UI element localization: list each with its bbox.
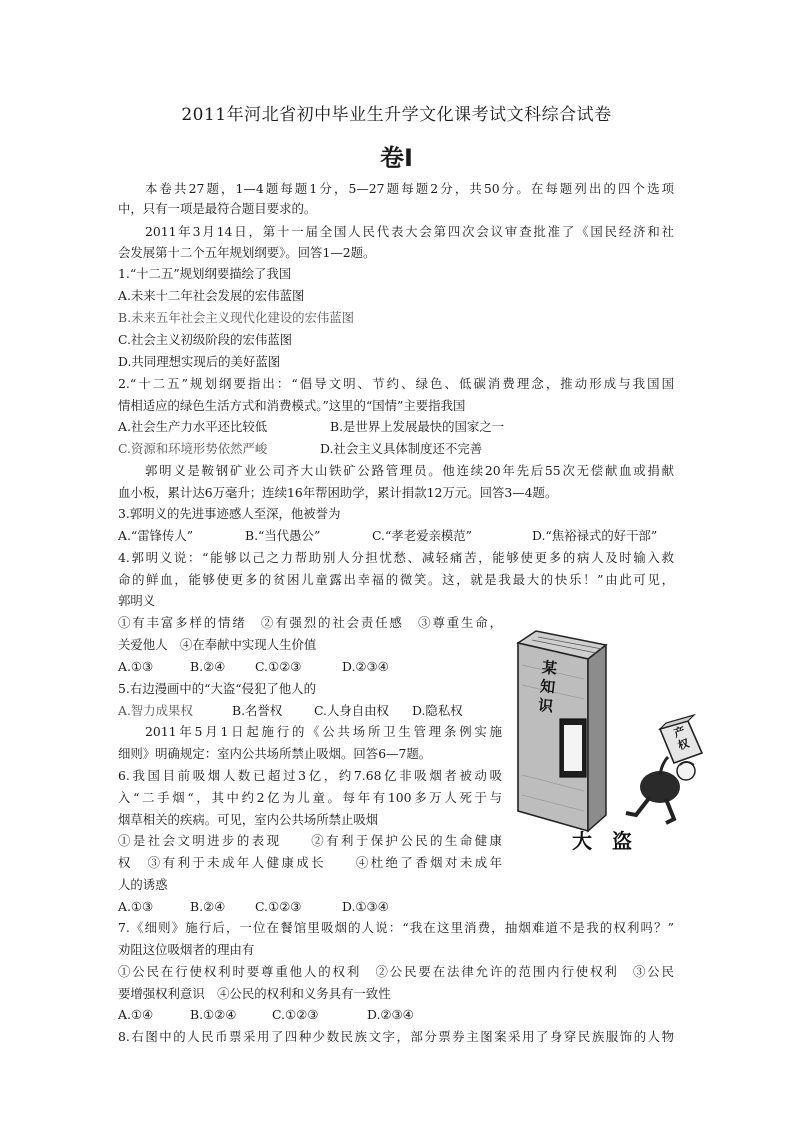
passage2-line-1: 郭明义是鞍钢矿业公司齐大山铁矿公路管理员。他连续20年先后55次无偿献血或捐献 xyxy=(145,463,674,478)
q2-option-d: D.社会主义具体制度还不完善 xyxy=(320,441,483,456)
q7-items-line-2: 要增强权利意识 ④公民的权利和义务具有一致性 xyxy=(118,986,391,1001)
cartoon-illustration xyxy=(510,625,706,865)
cartoon-caption: 大 盗 xyxy=(572,829,632,853)
q2-option-b: B.是世界上发展最快的国家之一 xyxy=(330,419,505,434)
section-heading: 卷Ⅰ xyxy=(380,144,413,172)
passage1-line-1: 2011年3月14日，第十一届全国人民代表大会第四次会议审查批准了《国民经济和社 xyxy=(145,224,674,239)
q2-stem-line-1: 2.“十二五”规划纲要指出：“倡导文明、节约、绿色、低碳消费理念，推动形成与我国国 xyxy=(118,376,674,391)
q7-option-b: B.①②④ xyxy=(190,1007,237,1022)
q4-items-line-2: 关爱他人 ④在奉献中实现人生价值 xyxy=(118,637,317,652)
q5-stem: 5.右边漫画中的“大盗“侵犯了他人的 xyxy=(118,681,316,696)
q8-stem: 8.右图中的人民币票采用了四种少数民族文字，部分票券主图案采用了身穿民族服饰的人物 xyxy=(118,1029,674,1044)
q1-option-b: B.未来五年社会主义现代化建设的宏伟蓝图 xyxy=(118,310,355,325)
q5-option-d: D.隐私权 xyxy=(412,703,463,718)
q5-option-a: A.智力成果权 xyxy=(118,703,193,718)
q7-stem-line-2: 劝阻这位吸烟者的理由有 xyxy=(118,942,255,957)
q6-option-d: D.①③④ xyxy=(342,899,389,914)
q4-option-b: B.②④ xyxy=(190,659,226,674)
q4-stem-line-1: 4.郭明义说：“能够以己之力帮助别人分担忧愁、减轻痛苦，能够使更多的病人及时输入救 xyxy=(118,550,674,565)
q3-option-b: B.“当代愚公” xyxy=(245,528,321,543)
q4-option-a: A.①③ xyxy=(118,659,154,674)
q3-option-d: D.“焦裕禄式的好干部” xyxy=(532,528,658,543)
q2-option-c: C.资源和环境形势依然严峻 xyxy=(118,441,268,456)
passage3-line-2: 细则》明确规定：室内公共场所禁止吸烟。回答6—7题。 xyxy=(118,746,432,761)
q6-stem-line-2: 入“二手烟“，其中约2亿为儿童。每年有100多万人死于与 xyxy=(118,790,502,805)
q6-items-line-1: ①是社会文明进步的表现 ②有利于保护公民的生命健康 xyxy=(118,833,502,848)
passage1-line-2: 会发展第十二个五年规划纲要》。回答1—2题。 xyxy=(118,245,376,260)
intro-line-1: 本卷共27题，1—4题每题1分，5—27题每题2分，共50分。在每题列出的四个选项 xyxy=(145,181,674,196)
q7-option-d: D.②③④ xyxy=(367,1007,414,1022)
q7-items-line-1: ①公民在行使权利时要尊重他人的权利 ②公民要在法律允许的范围内行使权利 ③公民 xyxy=(118,964,674,979)
intro-line-2: 中，只有一项是最符合题目要求的。 xyxy=(118,201,317,216)
exam-title: 2011年河北省初中毕业生升学文化课考试文科综合试卷 xyxy=(181,105,612,125)
q4-option-c: C.①②③ xyxy=(255,659,302,674)
q7-option-a: A.①④ xyxy=(118,1007,154,1022)
stolen-block-label: 产权 xyxy=(672,724,691,753)
q2-option-a: A.社会生产力水平还比较低 xyxy=(118,419,268,434)
q4-stem-line-2: 命的鲜血，能够使更多的贫困儿童露出幸福的微笑。这，就是我最大的快乐！”由此可见， xyxy=(118,572,674,587)
q1-option-c: C.社会主义初级阶段的宏伟蓝图 xyxy=(118,332,293,347)
q1-option-a: A.未来十二年社会发展的宏伟蓝图 xyxy=(118,288,305,303)
q5-option-c: C.人身自由权 xyxy=(314,703,389,718)
q6-stem-line-3: 烟草相关的疾病。可见，室内公共场所禁止吸烟 xyxy=(118,812,379,827)
q1-stem: 1.“十二五”规划纲要描绘了我国 xyxy=(118,266,292,281)
passage3-line-1: 2011年5月1日起施行的《公共场所卫生管理条例实施 xyxy=(145,724,502,739)
q3-option-a: A.“雷锋传人” xyxy=(118,528,194,543)
q6-option-c: C.①②③ xyxy=(255,899,302,914)
q5-option-b: B.名誉权 xyxy=(232,703,283,718)
q1-option-d: D.共同理想实现后的美好蓝图 xyxy=(118,354,281,369)
q4-option-d: D.②③④ xyxy=(342,659,389,674)
passage2-line-2: 血小板，累计达6万毫升；连续16年帮困助学，累计捐款12万元。回答3—4题。 xyxy=(118,485,558,500)
q6-option-b: B.②④ xyxy=(190,899,226,914)
q4-stem-line-3: 郭明义 xyxy=(118,593,156,608)
q6-option-a: A.①③ xyxy=(118,899,154,914)
q2-stem-line-2: 情相适应的绿色生活方式和消费模式。”这里的“国情”主要指我国 xyxy=(118,398,466,413)
q6-stem-line-1: 6.我国目前吸烟人数已超过3亿，约7.68亿非吸烟者被动吸 xyxy=(118,768,502,783)
q6-items-line-3: 人的诱惑 xyxy=(118,877,168,892)
book-label: 某知识 xyxy=(537,658,558,716)
q7-option-c: C.①②③ xyxy=(272,1007,319,1022)
q4-items-line-1: ①有丰富多样的情绪 ②有强烈的社会责任感 ③尊重生命， xyxy=(118,615,502,630)
q3-option-c: C.“孝老爱亲模范” xyxy=(372,528,472,543)
q7-stem-line-1: 7.《细则》施行后，一位在餐馆里吸烟的人说：“我在这里消费，抽烟难道不是我的权利吗？” xyxy=(118,920,674,935)
q3-stem: 3.郭明义的先进事迹感人至深，他被誉为 xyxy=(118,506,341,521)
q6-items-line-2: 权 ③有利于未成年人健康成长 ④杜绝了香烟对未成年 xyxy=(118,855,502,870)
